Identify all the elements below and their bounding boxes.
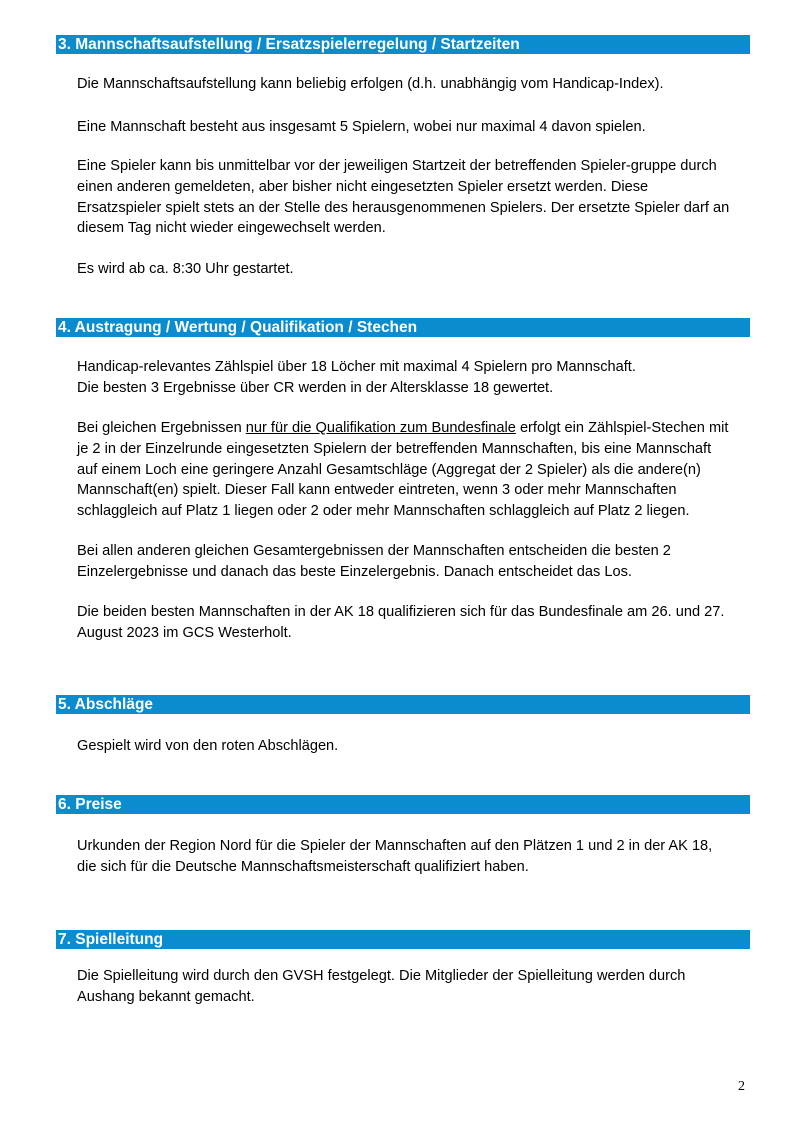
text-line: Die Spielleitung wird durch den GVSH festgelegt. Die Mitglieder der Spielleitung werden durch [77,968,686,984]
text-line: Bei allen anderen gleichen Gesamtergebnissen der Mannschaften entscheiden die besten 2 [77,543,671,559]
paragraph [77,966,757,1008]
paragraph [77,541,757,583]
section-heading-4: 4. Austragung / Wertung / Qualifikation / Stechen [56,318,750,337]
text-line: schlaggleich auf Platz 1 liegen oder 2 oder mehr Mannschaften schlaggleich auf Platz 2 liegen. [77,503,690,520]
text-line: August 2023 im GCS Westerholt. [77,624,292,641]
paragraph [77,418,757,522]
text-line: je 2 in der Einzelrunde eingesetzten Spielern der betreffenden Mannschaften, bis eine Mannschaft [77,440,712,457]
text-line: Eine Spieler kann bis unmittelbar vor der jeweiligen Startzeit der betreffenden Spieler-gruppe durch [77,158,717,174]
section-heading-6: 6. Preise [56,795,750,814]
text-line: Die besten 3 Ergebnisse über CR werden in der Altersklasse 18 gewertet. [77,379,554,396]
text-line: Handicap-relevantes Zählspiel über 18 Löcher mit maximal 4 Spielern pro Mannschaft. [77,359,636,375]
text-line: diesem Tag nicht wieder eingewechselt werden. [77,220,386,237]
paragraph [77,156,757,239]
paragraph [77,117,757,138]
text-segment: erfolgt ein Zählspiel-Stechen mit [515,420,729,436]
paragraph [77,357,757,399]
text-line: Mannschaft(en) spielt. Dieser Fall kann entweder eintreten, wenn 3 oder mehr Mannschaften [77,482,677,499]
paragraph [77,836,757,878]
text-line: Gespielt wird von den roten Abschlägen. [77,738,339,754]
text-line: die sich für die Deutsche Mannschaftsmeisterschaft qualifiziert haben. [77,858,529,875]
paragraph [77,602,757,644]
text-line: Die Mannschaftsaufstellung kann beliebig erfolgen (d.h. unabhängig vom Handicap-Index). [77,76,664,92]
section-heading-5: 5. Abschläge [56,695,750,714]
text-line: Eine Mannschaft besteht aus insgesamt 5 Spielern, wobei nur maximal 4 davon spielen. [77,119,646,135]
text-line: Einzelergebnisse und danach das beste Einzelergebnis. Danach entscheidet das Los. [77,563,632,580]
text-line: auf einem Loch eine geringere Anzahl Gesamtschläge (Aggregat der 2 Spieler) als die andere(n) [77,461,701,478]
text-line: Ersatzspieler spielt stets an der Stelle des herausgenommenen Spielers. Der ersetzte Spieler darf an [77,199,730,216]
paragraph [77,736,757,757]
text-line: Die beiden besten Mannschaften in der AK 18 qualifizieren sich für das Bundesfinale am 26. und 27. [77,604,725,620]
text-line: einen anderen gemeldeten, aber bisher nicht eingesetzten Spieler ersetzt werden. Diese [77,178,649,195]
section-heading-3: 3. Mannschaftsaufstellung / Ersatzspielerregelung / Startzeiten [56,35,750,54]
text-line [77,418,757,439]
page-number: 2 [738,1079,745,1094]
paragraph [77,74,757,95]
text-line: Aushang bekannt gemacht. [77,988,255,1005]
underlined-text: nur für die Qualifikation zum Bundesfinale [245,420,516,436]
text-line: Urkunden der Region Nord für die Spieler der Mannschaften auf den Plätzen 1 und 2 in der AK 18, [77,838,713,854]
section-heading-7: 7. Spielleitung [56,930,750,949]
text-line: Es wird ab ca. 8:30 Uhr gestartet. [77,261,294,277]
text-segment: Bei gleichen Ergebnissen [77,420,246,436]
paragraph [77,259,757,280]
